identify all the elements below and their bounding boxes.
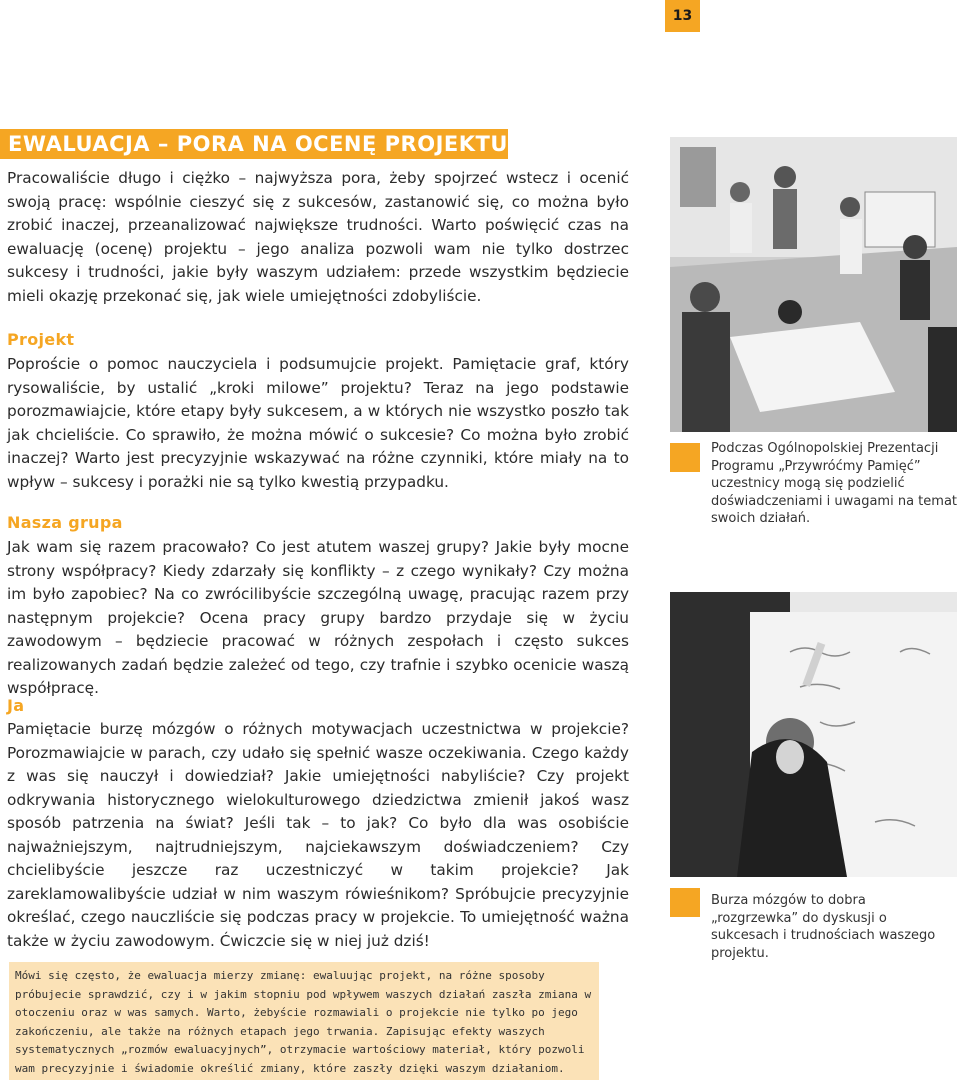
section-ja-text: Pamiętacie burzę mózgów o różnych motywacjach uczestnictwa w projekcie? Porozmawiajcie w parach, czy udało się spełnić wasze oczekiwania. Czego każdy z was się nauczył i dowiedział? Jakie umiejętności nabyliście? Czy projekt odkrywania historycznego wielokulturowego dziedzictwa zmienił jakoś wasz sposób patrzenia na świat? Jeśli tak – to jak? Co było dla was osobiście najważniejszym, najtrudniejszym, najciekawszym doświadczeniem? Czy chcielibyście jeszcze raz uczestniczyć w takim projekcie? Jak zareklamowalibyście udział w nim waszym rówieśnikom? Spróbujcie precyzyjnie określać, czego nauczliście się podczas pracy w projekcie. To umiejętność ważna także w życiu zawodowym. Ćwiczcie się w niej już dziś!	[7, 720, 629, 950]
photo-caption-1: Podczas Ogólnopolskiej Prezentacji Programu „Przywróćmy Pamięć” uczestnicy mogą się podzielić doświadczeniami i uwagami na temat swoich działań.	[711, 441, 958, 526]
photo-brainstorm-image	[670, 592, 957, 877]
section-nasza-grupa	[7, 536, 629, 701]
photo-brainstorm	[670, 592, 957, 877]
photo-group-discussion	[670, 137, 957, 432]
photo-caption-2: Burza mózgów to dobra „rozgrzewka” do dyskusji o sukcesach i trudnościach waszego projektu.	[711, 893, 936, 961]
intro-block	[7, 167, 629, 308]
section-projekt	[7, 353, 629, 494]
photo-group-discussion-image	[670, 137, 957, 432]
section-nasza-grupa-text: Jak wam się razem pracowało? Co jest atutem waszej grupy? Jakie były mocne strony współpracy? Kiedy zdarzały się konflikty – z czego wynikały? Czy można im było zapobiec? Na co zwrócilibyście szczególną uwagę, pracując razem przy następnym projekcie? Ocena pracy grupy bardzo przydaje się w życiu zawodowym – będziecie pracować w różnych zespołach i często sukces realizowanych zadań będzie zależeć od tego, czy trafnie i szybko ocenicie waszą współpracę.	[7, 538, 629, 697]
caption-marker	[670, 443, 700, 472]
evaluation-note-box	[9, 962, 599, 1080]
page-title: EWALUACJA – PORA NA OCENĘ PROJEKTU	[0, 129, 508, 159]
section-projekt-text: Poproście o pomoc nauczyciela i podsumujcie projekt. Pamiętacie graf, który rysowaliście, by ustalić „kroki milowe” projektu? Teraz na jego podstawie porozmawiajcie, które etapy były sukcesem, a w których nie wszystko poszło tak jak chcieliście. Co sprawiło, że można mówić o sukcesie? Co można było zrobić inaczej? Warto jest precyzyjnie wskazywać na różne czynniki, które miały na to wpływ – sukcesy i porażki nie są tylko kwestią przypadku.	[7, 355, 629, 491]
intro-paragraph: Pracowaliście długo i ciężko – najwyższa pora, żeby spojrzeć wstecz i ocenić swoją pracę: wspólnie cieszyć się z sukcesów, zastanowić się, co można było zrobić inaczej, przeanalizować największe trudności. Warto poświęcić czas na ewaluację (ocenę) projektu – jego analiza pozwoli wam nie tylko dostrzec sukcesy i trudności, jakie były waszym udziałem: przede wszystkim będziecie mieli okazję przekonać się, jak wiele umiejętności zdobyliście.	[7, 169, 629, 305]
caption-marker	[670, 888, 700, 917]
section-heading-projekt: Projekt	[7, 330, 75, 349]
evaluation-note-text: Mówi się często, że ewaluacja mierzy zmianę: ewaluując projekt, na różne sposoby próbujecie sprawdzić, czy i w jakim stopniu pod wpływem waszych działań zaszła zmiana w otoczeniu oraz w was samych. Warto, żebyście rozmawiali o projekcie nie tylko po jego zakończeniu, ale także na różnych etapach jego trwania. Zapisując efekty waszych systematycznych „rozmów ewaluacyjnych”, otrzymacie wartościowy materiał, który pozwoli wam precyzyjnie i świadomie określić zmiany, które zaszły dzięki waszym działaniom.	[15, 969, 592, 1075]
section-ja	[7, 718, 629, 953]
section-heading-nasza-grupa: Nasza grupa	[7, 513, 123, 532]
page-number: 13	[665, 0, 700, 32]
section-heading-ja: Ja	[7, 696, 25, 715]
